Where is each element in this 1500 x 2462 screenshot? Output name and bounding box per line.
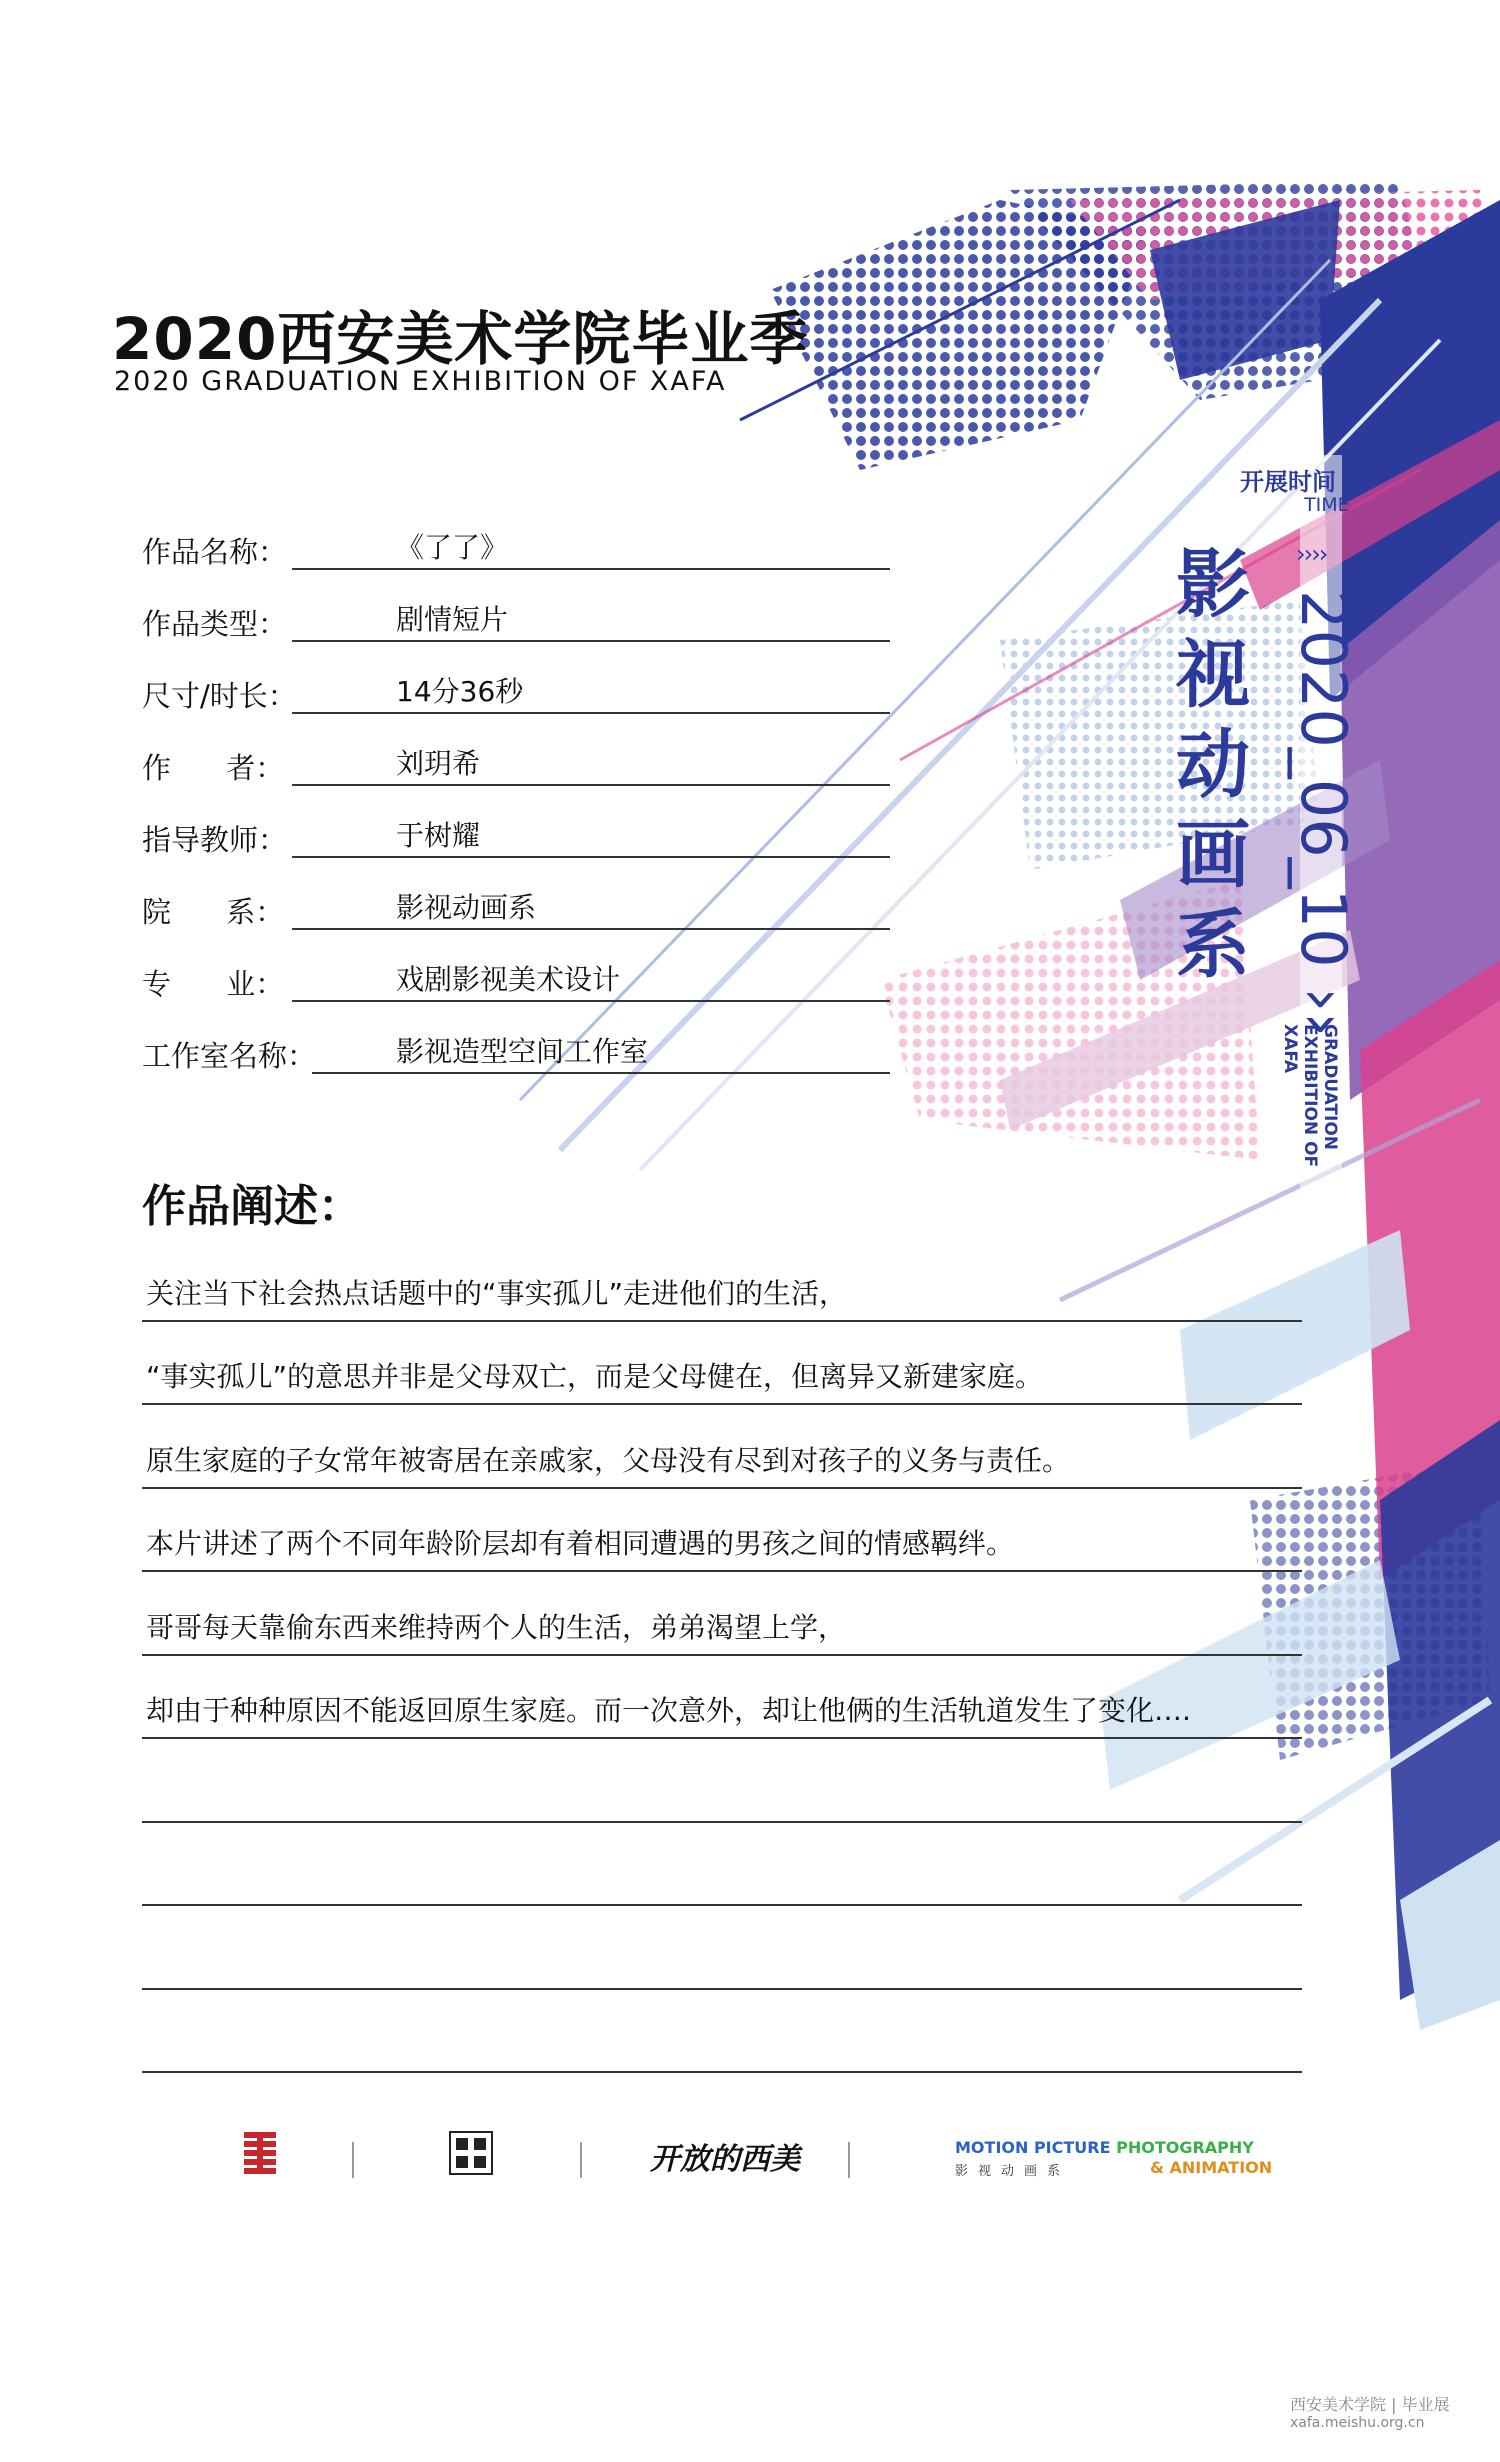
open-xafa-logo: 开放的西美 — [650, 2142, 800, 2177]
department-logo-en-part: MOTION PICTURE — [955, 2138, 1117, 2157]
description-text: 原生家庭的子女常年被寄居在亲戚家，父母没有尽到对孩子的义务与责任。 — [146, 1443, 1071, 1477]
field-studio — [142, 1024, 902, 1096]
site-watermark — [1290, 2392, 1490, 2431]
academy-seal-logo — [240, 2130, 280, 2176]
description-line — [142, 1656, 1302, 1740]
department-vertical-title: 影视动画系 — [1176, 542, 1250, 988]
description-text: 关注当下社会热点话题中的“事实孤儿”走进他们的生活， — [146, 1276, 848, 1310]
description-line — [142, 1238, 1302, 1322]
underline — [292, 712, 890, 714]
field-value: 《了了》 — [396, 531, 509, 564]
field-value: 于树耀 — [396, 819, 481, 852]
department-logo-en — [955, 2138, 1254, 2157]
field-label: 作 者： — [142, 751, 285, 785]
field-department — [142, 880, 902, 952]
underline — [292, 1000, 890, 1002]
chevron-arrows-icon: ›››› — [1296, 540, 1327, 568]
description-line — [142, 1322, 1302, 1406]
exhibition-subtitle: 2020 GRADUATION EXHIBITION OF XAFA — [114, 366, 727, 397]
watermark-url: xafa.meishu.org.cn — [1290, 2415, 1425, 2431]
description-line — [142, 1739, 1302, 1823]
description-line — [142, 1405, 1302, 1489]
description-line — [142, 1906, 1302, 1990]
exhibition-time-label-en: TIME — [1304, 494, 1350, 516]
field-value: 戏剧影视美术设计 — [396, 963, 621, 996]
department-logo-cn: 影视动画系 — [955, 2164, 1071, 2179]
exhibition-title: 2020西安美术学院毕业季 — [112, 305, 809, 373]
field-value: 刘玥希 — [396, 747, 481, 780]
footer-divider — [580, 2142, 582, 2178]
field-label: 专 业： — [142, 967, 285, 1001]
field-label: 指导教师： — [142, 823, 288, 857]
graduation-exhibition-logo — [448, 2130, 494, 2176]
description-text: 却由于种种原因不能返回原生家庭。而一次意外，却让他俩的生活轨道发生了变化…. — [146, 1694, 1191, 1727]
description-line — [142, 1990, 1302, 2074]
exhibition-date: 2020_06_10 ›› — [1287, 590, 1360, 1037]
description-text: 哥哥每天靠偷东西来维持两个人的生活，弟弟渴望上学， — [146, 1610, 847, 1644]
description-text: 本片讲述了两个不同年龄阶层却有着相同遭遇的男孩之间的情感羁绊。 — [146, 1527, 1015, 1560]
footer-divider — [352, 2142, 354, 2178]
field-label: 工作室名称： — [142, 1039, 317, 1073]
field-label: 院 系： — [142, 895, 285, 929]
field-label: 作品名称： — [142, 535, 288, 569]
underline — [292, 928, 890, 930]
description-line — [142, 1823, 1302, 1907]
watermark-line: 西安美术学院 | 毕业展 — [1290, 2395, 1450, 2414]
field-label: 尺寸/时长： — [142, 679, 297, 713]
underline — [292, 784, 890, 786]
underline — [312, 1072, 890, 1074]
field-label: 作品类型： — [142, 607, 288, 641]
underline — [292, 568, 890, 570]
description-line — [142, 1572, 1302, 1656]
footer-logos — [0, 2130, 1500, 2210]
underline — [292, 856, 890, 858]
field-type — [142, 592, 902, 664]
field-value: 14分36秒 — [396, 675, 524, 708]
footer-divider — [848, 2142, 850, 2178]
field-duration — [142, 664, 902, 736]
field-author — [142, 736, 902, 808]
department-logo-en-part: PHOTOGRAPHY — [1116, 2138, 1254, 2157]
description-text: “事实孤儿”的意思并非是父母双亡，而是父母健在，但离异又新建家庭。 — [146, 1360, 1044, 1393]
field-major — [142, 952, 902, 1024]
field-value: 影视动画系 — [396, 891, 537, 924]
artwork-info-form — [142, 520, 902, 1096]
field-advisor — [142, 808, 902, 880]
field-value: 影视造型空间工作室 — [396, 1035, 649, 1068]
description-line — [142, 1489, 1302, 1573]
description-body — [142, 1238, 1302, 2073]
underline — [292, 640, 890, 642]
graduation-vertical-label: GRADUATION EXHIBITION OF XAFA — [1280, 1024, 1340, 1168]
department-logo-en-animation: & ANIMATION — [1150, 2158, 1273, 2177]
exhibition-time-label: 开展时间 — [1240, 468, 1336, 496]
field-value: 剧情短片 — [396, 603, 509, 636]
field-title — [142, 520, 902, 592]
description-title: 作品阐述： — [142, 1181, 362, 1232]
